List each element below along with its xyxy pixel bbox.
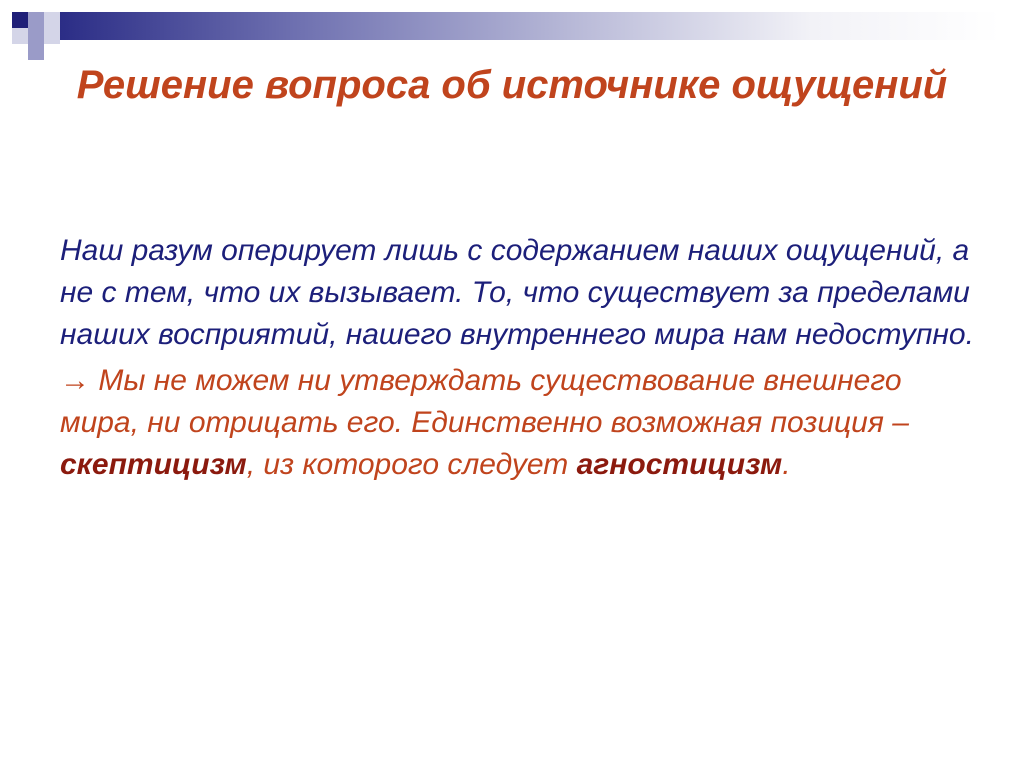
decorative-square [28, 12, 44, 28]
decorative-square [28, 44, 44, 60]
decorative-square [44, 12, 60, 28]
conclusion-text-1: Мы не можем ни утверждать существование внешнего мира, ни отрицать его. Единственно возможная позиция – [60, 364, 909, 439]
decorative-square [12, 12, 28, 28]
paragraph-conclusion [60, 360, 980, 486]
slide-title: Решение вопроса об источнике ощущений [76, 63, 948, 107]
decorative-square [12, 28, 28, 44]
slide-body [60, 230, 980, 486]
paragraph-intro: Наш разум оперирует лишь с содержанием наших ощущений, а не с тем, что их вызывает. То, что существует за пределами наших восприятий, нашего внутреннего мира нам недоступно. [60, 234, 974, 351]
conclusion-text-3: . [782, 448, 791, 481]
decorative-square [28, 28, 44, 44]
arrow-icon: → [60, 364, 90, 397]
conclusion-text-2: , из которого следует [246, 448, 577, 481]
term-skepticism: скептицизм [60, 448, 247, 481]
decorative-header-band [60, 12, 1000, 40]
term-agnosticism: агностицизм [576, 448, 783, 481]
decorative-square [44, 28, 60, 44]
